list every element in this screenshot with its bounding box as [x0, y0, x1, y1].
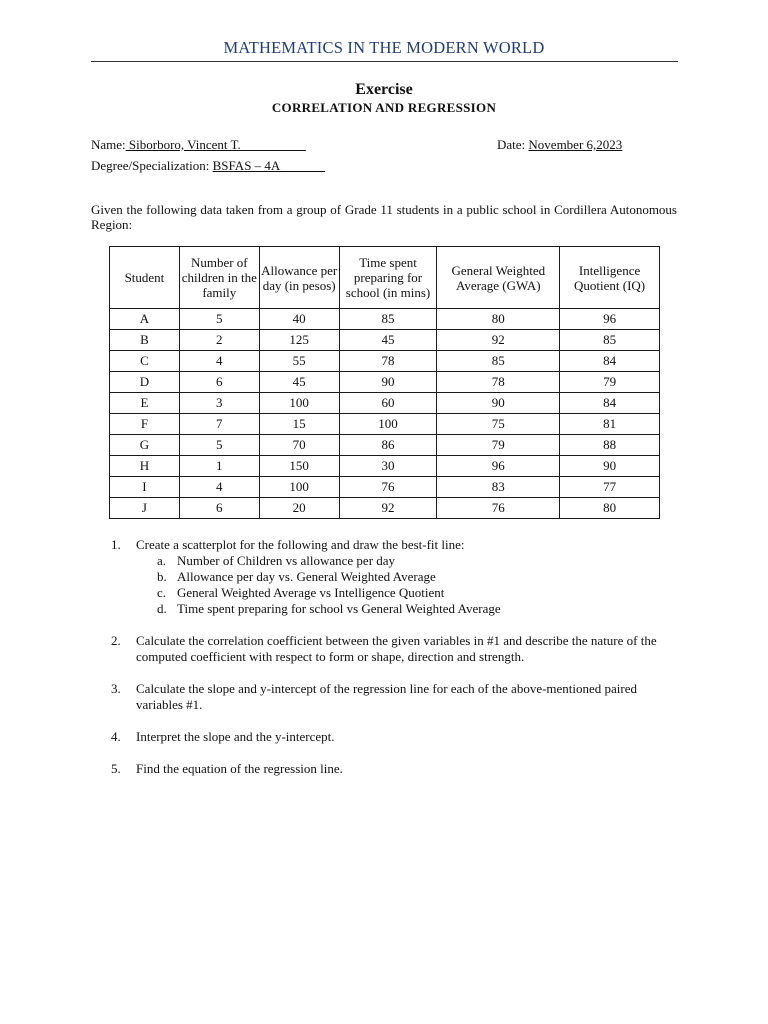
degree-value: BSFAS – 4A	[212, 158, 326, 173]
table-cell: 4	[179, 351, 259, 372]
question-text: Find the equation of the regression line.	[136, 761, 343, 776]
sub-item	[157, 601, 681, 617]
table-cell: 3	[179, 393, 259, 414]
table-row	[110, 477, 660, 498]
table-cell: 78	[339, 351, 437, 372]
table-cell: 40	[259, 309, 339, 330]
question-item	[111, 537, 681, 617]
column-header: Intelligence Quotient (IQ)	[560, 247, 660, 309]
table-cell: 77	[560, 477, 660, 498]
table-header-row	[110, 247, 660, 309]
table-cell: 84	[560, 351, 660, 372]
table-cell: 79	[560, 372, 660, 393]
course-title: MATHEMATICS IN THE MODERN WORLD	[223, 38, 545, 57]
table-cell: 5	[179, 309, 259, 330]
question-number: 2.	[111, 633, 121, 648]
table-cell: 7	[179, 414, 259, 435]
table-row	[110, 309, 660, 330]
question-text: Calculate the correlation coefficient between the given variables in #1 and describe the nature of the computed coefficient with respect to form or shape, direction and strength.	[136, 633, 657, 664]
table-cell: 125	[259, 330, 339, 351]
table-cell: 86	[339, 435, 437, 456]
column-header: Student	[110, 247, 180, 309]
question-list	[111, 537, 681, 793]
table-cell: 85	[560, 330, 660, 351]
table-cell: 80	[437, 309, 560, 330]
table-cell: 100	[339, 414, 437, 435]
question-number: 5.	[111, 761, 121, 776]
student-cell: C	[110, 351, 180, 372]
table-cell: 90	[339, 372, 437, 393]
sub-item	[157, 569, 681, 585]
table-cell: 96	[560, 309, 660, 330]
table-row	[110, 393, 660, 414]
question-item	[111, 681, 681, 713]
column-header: General Weighted Average (GWA)	[437, 247, 560, 309]
sub-item-letter: d.	[157, 601, 167, 616]
table-row	[110, 414, 660, 435]
sub-item-text: General Weighted Average vs Intelligence Quotient	[177, 585, 445, 600]
exercise-subtitle: CORRELATION AND REGRESSION	[271, 100, 497, 115]
student-cell: I	[110, 477, 180, 498]
table-cell: 81	[560, 414, 660, 435]
table-cell: 80	[560, 498, 660, 519]
sub-item	[157, 553, 681, 569]
student-cell: H	[110, 456, 180, 477]
question-text: Interpret the slope and the y-intercept.	[136, 729, 335, 744]
sub-item-letter: a.	[157, 553, 167, 568]
table-cell: 100	[259, 393, 339, 414]
student-cell: A	[110, 309, 180, 330]
sub-item-text: Number of Children vs allowance per day	[177, 553, 396, 568]
name-line	[91, 137, 306, 153]
table-cell: 1	[179, 456, 259, 477]
table-cell: 150	[259, 456, 339, 477]
student-cell: G	[110, 435, 180, 456]
sub-item	[157, 585, 681, 601]
name-value: Siborboro, Vincent T.	[125, 137, 306, 152]
data-table	[109, 246, 660, 519]
question-text: Create a scatterplot for the following and draw the best-fit line:	[136, 537, 465, 552]
table-cell: 75	[437, 414, 560, 435]
header-divider	[91, 61, 678, 62]
question-item	[111, 761, 681, 777]
table-cell: 100	[259, 477, 339, 498]
question-number: 3.	[111, 681, 121, 696]
column-header: Allowance per day (in pesos)	[259, 247, 339, 309]
table-cell: 85	[437, 351, 560, 372]
table-cell: 70	[259, 435, 339, 456]
date-label: Date:	[497, 137, 529, 152]
student-cell: B	[110, 330, 180, 351]
intro-paragraph: Given the following data taken from a group of Grade 11 students in a public school in Cordillera Autonomous Region:	[91, 202, 677, 232]
table-cell: 4	[179, 477, 259, 498]
sub-item-letter: b.	[157, 569, 167, 584]
table-cell: 5	[179, 435, 259, 456]
table-row	[110, 330, 660, 351]
table-cell: 90	[560, 456, 660, 477]
date-line	[497, 137, 622, 153]
table-row	[110, 456, 660, 477]
question-item	[111, 729, 681, 745]
table-cell: 84	[560, 393, 660, 414]
degree-label: Degree/Specialization:	[91, 158, 213, 173]
table-cell: 85	[339, 309, 437, 330]
table-cell: 76	[437, 498, 560, 519]
table-cell: 90	[437, 393, 560, 414]
table-cell: 6	[179, 498, 259, 519]
table-cell: 79	[437, 435, 560, 456]
column-header: Number of children in the family	[179, 247, 259, 309]
table-cell: 96	[437, 456, 560, 477]
table-row	[110, 351, 660, 372]
table-cell: 6	[179, 372, 259, 393]
table-cell: 2	[179, 330, 259, 351]
date-value: November 6,2023	[528, 137, 623, 152]
student-cell: J	[110, 498, 180, 519]
question-text: Calculate the slope and y-intercept of the regression line for each of the above-mentioned paired variables #1.	[136, 681, 638, 712]
column-header: Time spent preparing for school (in mins)	[339, 247, 437, 309]
table-cell: 78	[437, 372, 560, 393]
table-cell: 55	[259, 351, 339, 372]
table-cell: 45	[259, 372, 339, 393]
student-cell: E	[110, 393, 180, 414]
degree-line	[91, 158, 325, 174]
name-label: Name:	[91, 137, 126, 152]
table-cell: 30	[339, 456, 437, 477]
table-cell: 92	[339, 498, 437, 519]
sub-item-letter: c.	[157, 585, 167, 600]
table-cell: 60	[339, 393, 437, 414]
student-cell: D	[110, 372, 180, 393]
table-cell: 45	[339, 330, 437, 351]
table-cell: 76	[339, 477, 437, 498]
sub-item-text: Allowance per day vs. General Weighted Average	[177, 569, 436, 584]
table-cell: 15	[259, 414, 339, 435]
table-cell: 83	[437, 477, 560, 498]
question-number: 1.	[111, 537, 121, 552]
table-cell: 92	[437, 330, 560, 351]
sub-item-text: Time spent preparing for school vs General Weighted Average	[177, 601, 501, 616]
student-cell: F	[110, 414, 180, 435]
exercise-title: Exercise	[355, 81, 413, 98]
question-item	[111, 633, 681, 665]
question-number: 4.	[111, 729, 121, 744]
table-row	[110, 372, 660, 393]
table-cell: 88	[560, 435, 660, 456]
table-row	[110, 498, 660, 519]
table-cell: 20	[259, 498, 339, 519]
table-row	[110, 435, 660, 456]
